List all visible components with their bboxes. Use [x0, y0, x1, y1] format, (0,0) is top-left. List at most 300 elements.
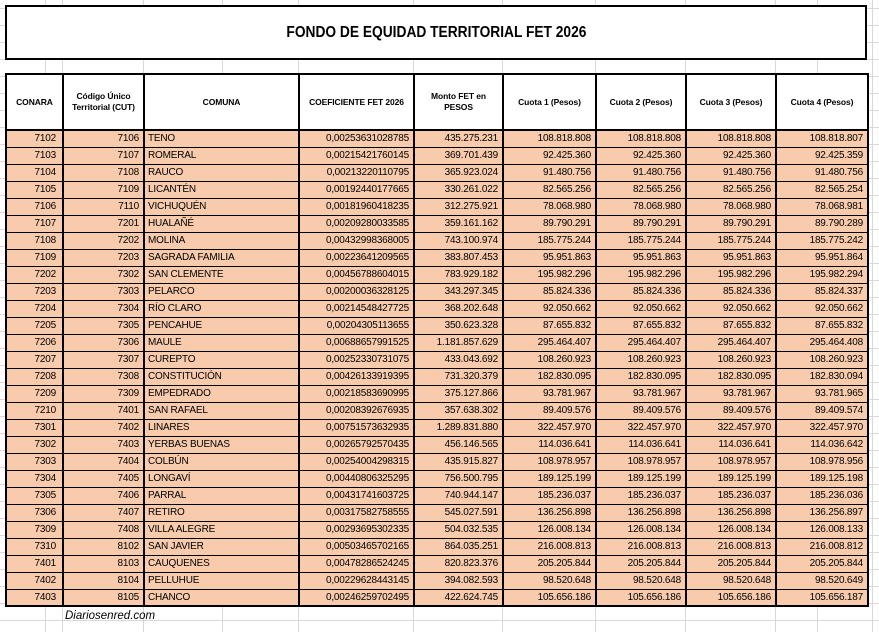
cell-cuota2: 91.480.756	[596, 164, 686, 181]
cell-cuota1: 295.464.407	[503, 334, 596, 351]
cell-cuota1: 185.236.037	[503, 487, 596, 504]
cell-conara: 7306	[6, 504, 63, 521]
cell-comuna: LICANTÉN	[144, 181, 299, 198]
cell-cuota1: 185.775.244	[503, 232, 596, 249]
cell-conara: 7401	[6, 555, 63, 572]
table-row	[6, 504, 868, 521]
cell-cut: 7404	[63, 453, 144, 470]
cell-cuota4: 93.781.965	[776, 385, 868, 402]
cell-comuna: SAN JAVIER	[144, 538, 299, 555]
cell-cut: 7304	[63, 300, 144, 317]
cell-cut: 7106	[63, 130, 144, 147]
table-row	[6, 351, 868, 368]
cell-cuota4: 82.565.254	[776, 181, 868, 198]
cell-coeficiente: 0,00200036328125	[299, 283, 414, 300]
cell-conara: 7208	[6, 368, 63, 385]
cell-conara: 7305	[6, 487, 63, 504]
cell-cuota4: 114.036.642	[776, 436, 868, 453]
cell-monto: 394.082.593	[414, 572, 503, 589]
cell-monto: 435.915.827	[414, 453, 503, 470]
column-header-cuota3: Cuota 3 (Pesos)	[686, 74, 776, 130]
cell-cuota3: 108.978.957	[686, 453, 776, 470]
cell-cuota1: 89.409.576	[503, 402, 596, 419]
cell-cuota1: 126.008.134	[503, 521, 596, 538]
cell-coeficiente: 0,00223641209565	[299, 249, 414, 266]
cell-comuna: YERBAS BUENAS	[144, 436, 299, 453]
table-row	[6, 198, 868, 215]
cell-comuna: CAUQUENES	[144, 555, 299, 572]
cell-conara: 7309	[6, 521, 63, 538]
cell-cuota3: 216.008.813	[686, 538, 776, 555]
cell-cuota2: 95.951.863	[596, 249, 686, 266]
cell-comuna: RÍO CLARO	[144, 300, 299, 317]
table-row	[6, 589, 868, 606]
cell-cut: 7306	[63, 334, 144, 351]
cell-coeficiente: 0,00254004298315	[299, 453, 414, 470]
cell-cuota1: 82.565.256	[503, 181, 596, 198]
cell-cuota1: 105.656.186	[503, 589, 596, 606]
cell-monto: 740.944.147	[414, 487, 503, 504]
cell-cuota4: 216.008.812	[776, 538, 868, 555]
cell-cuota4: 185.236.036	[776, 487, 868, 504]
cell-cuota3: 89.790.291	[686, 215, 776, 232]
cell-coeficiente: 0,00213220110795	[299, 164, 414, 181]
cell-cut: 7408	[63, 521, 144, 538]
cell-monto: 1.181.857.629	[414, 334, 503, 351]
cell-monto: 456.146.565	[414, 436, 503, 453]
cell-cuota1: 195.982.296	[503, 266, 596, 283]
fet-document	[5, 5, 867, 624]
cell-cut: 7309	[63, 385, 144, 402]
cell-coeficiente: 0,00751573632935	[299, 419, 414, 436]
column-header-cuota4: Cuota 4 (Pesos)	[776, 74, 868, 130]
cell-comuna: PELLUHUE	[144, 572, 299, 589]
cell-comuna: SAN CLEMENTE	[144, 266, 299, 283]
cell-conara: 7204	[6, 300, 63, 317]
table-row	[6, 249, 868, 266]
table-row	[6, 572, 868, 589]
cell-comuna: PARRAL	[144, 487, 299, 504]
cell-monto: 422.624.745	[414, 589, 503, 606]
cell-cuota1: 89.790.291	[503, 215, 596, 232]
cell-cuota2: 108.260.923	[596, 351, 686, 368]
cell-cuota2: 195.982.296	[596, 266, 686, 283]
cell-coeficiente: 0,00688657991525	[299, 334, 414, 351]
cell-cuota3: 189.125.199	[686, 470, 776, 487]
cell-cuota2: 126.008.134	[596, 521, 686, 538]
cell-cut: 7402	[63, 419, 144, 436]
cell-cuota3: 89.409.576	[686, 402, 776, 419]
cell-comuna: LONGAVÍ	[144, 470, 299, 487]
cell-conara: 7105	[6, 181, 63, 198]
cell-cuota3: 185.775.244	[686, 232, 776, 249]
cell-cuota3: 126.008.134	[686, 521, 776, 538]
cell-comuna: CHANCO	[144, 589, 299, 606]
cell-comuna: MOLINA	[144, 232, 299, 249]
cell-cuota2: 108.818.808	[596, 130, 686, 147]
cell-cuota2: 82.565.256	[596, 181, 686, 198]
cell-monto: 369.701.439	[414, 147, 503, 164]
cell-coeficiente: 0,00265792570435	[299, 436, 414, 453]
cell-cut: 7108	[63, 164, 144, 181]
cell-monto: 368.202.648	[414, 300, 503, 317]
cell-coeficiente: 0,00456788604015	[299, 266, 414, 283]
cell-cuota1: 114.036.641	[503, 436, 596, 453]
cell-cuota4: 87.655.832	[776, 317, 868, 334]
cell-cuota1: 216.008.813	[503, 538, 596, 555]
cell-conara: 7107	[6, 215, 63, 232]
cell-cuota2: 136.256.898	[596, 504, 686, 521]
cell-comuna: ROMERAL	[144, 147, 299, 164]
cell-monto: 743.100.974	[414, 232, 503, 249]
cell-cuota2: 85.824.336	[596, 283, 686, 300]
cell-coeficiente: 0,00209280033585	[299, 215, 414, 232]
cell-cut: 7406	[63, 487, 144, 504]
table-row	[6, 436, 868, 453]
cell-comuna: CONSTITUCIÓN	[144, 368, 299, 385]
cell-coeficiente: 0,00253631028785	[299, 130, 414, 147]
cell-conara: 7304	[6, 470, 63, 487]
cell-cuota2: 89.790.291	[596, 215, 686, 232]
cell-cut: 8104	[63, 572, 144, 589]
cell-cuota4: 89.409.574	[776, 402, 868, 419]
table-row	[6, 300, 868, 317]
cell-comuna: CUREPTO	[144, 351, 299, 368]
footer-row	[5, 607, 867, 624]
gridline	[872, 0, 873, 632]
cell-cuota1: 189.125.199	[503, 470, 596, 487]
cell-cuota3: 295.464.407	[686, 334, 776, 351]
fet-table	[5, 73, 869, 607]
cell-cuota2: 89.409.576	[596, 402, 686, 419]
cell-coeficiente: 0,00218583690995	[299, 385, 414, 402]
cell-conara: 7209	[6, 385, 63, 402]
cell-cuota1: 108.260.923	[503, 351, 596, 368]
cell-cuota1: 92.050.662	[503, 300, 596, 317]
cell-monto: 820.823.376	[414, 555, 503, 572]
cell-conara: 7203	[6, 283, 63, 300]
cell-cut: 7405	[63, 470, 144, 487]
column-header-monto: Monto FET en PESOS	[414, 74, 503, 130]
cell-conara: 7108	[6, 232, 63, 249]
page-title: FONDO DE EQUIDAD TERRITORIAL FET 2026	[286, 23, 586, 41]
table-row	[6, 164, 868, 181]
cell-cut: 7110	[63, 198, 144, 215]
cell-cuota3: 205.205.844	[686, 555, 776, 572]
column-header-conara: CONARA	[6, 74, 63, 130]
cell-cuota2: 182.830.095	[596, 368, 686, 385]
cell-cuota2: 87.655.832	[596, 317, 686, 334]
cell-cuota1: 93.781.967	[503, 385, 596, 402]
cell-cuota4: 91.480.756	[776, 164, 868, 181]
table-row	[6, 368, 868, 385]
cell-monto: 350.623.328	[414, 317, 503, 334]
cell-cuota3: 82.565.256	[686, 181, 776, 198]
cell-cut: 7202	[63, 232, 144, 249]
column-header-coeficiente: COEFICIENTE FET 2026	[299, 74, 414, 130]
cell-cuota4: 92.425.359	[776, 147, 868, 164]
table-row	[6, 555, 868, 572]
column-header-cut: Código Único Territorial (CUT)	[63, 74, 144, 130]
cell-cuota4: 108.818.807	[776, 130, 868, 147]
cell-cuota2: 92.425.360	[596, 147, 686, 164]
cell-comuna: PENCAHUE	[144, 317, 299, 334]
cell-cuota1: 95.951.863	[503, 249, 596, 266]
cell-cuota2: 322.457.970	[596, 419, 686, 436]
table-row	[6, 317, 868, 334]
cell-monto: 731.320.379	[414, 368, 503, 385]
cell-coeficiente: 0,00431741603725	[299, 487, 414, 504]
cell-cuota1: 322.457.970	[503, 419, 596, 436]
cell-monto: 359.161.162	[414, 215, 503, 232]
cell-cuota3: 87.655.832	[686, 317, 776, 334]
cell-coeficiente: 0,00229628443145	[299, 572, 414, 589]
cell-cuota2: 189.125.199	[596, 470, 686, 487]
cell-cuota4: 89.790.289	[776, 215, 868, 232]
cell-cuota2: 92.050.662	[596, 300, 686, 317]
cell-comuna: EMPEDRADO	[144, 385, 299, 402]
cell-cuota4: 105.656.187	[776, 589, 868, 606]
cell-cuota2: 108.978.957	[596, 453, 686, 470]
cell-cuota4: 85.824.337	[776, 283, 868, 300]
cell-cuota4: 295.464.408	[776, 334, 868, 351]
table-body	[6, 130, 868, 606]
cell-monto: 433.043.692	[414, 351, 503, 368]
cell-cuota3: 98.520.648	[686, 572, 776, 589]
cell-conara: 7104	[6, 164, 63, 181]
cell-monto: 435.275.231	[414, 130, 503, 147]
table-row	[6, 538, 868, 555]
cell-cut: 7203	[63, 249, 144, 266]
cell-comuna: COLBÚN	[144, 453, 299, 470]
cell-coeficiente: 0,00215421760145	[299, 147, 414, 164]
cell-conara: 7103	[6, 147, 63, 164]
cell-cuota1: 78.068.980	[503, 198, 596, 215]
table-row	[6, 181, 868, 198]
cell-cuota1: 98.520.648	[503, 572, 596, 589]
cell-cut: 7401	[63, 402, 144, 419]
cell-cuota2: 78.068.980	[596, 198, 686, 215]
cell-cut: 7302	[63, 266, 144, 283]
cell-cuota3: 91.480.756	[686, 164, 776, 181]
cell-cuota2: 185.236.037	[596, 487, 686, 504]
cell-cuota4: 95.951.864	[776, 249, 868, 266]
cell-conara: 7301	[6, 419, 63, 436]
cell-cut: 7407	[63, 504, 144, 521]
table-row	[6, 402, 868, 419]
cell-cuota4: 108.978.956	[776, 453, 868, 470]
table-header	[6, 74, 868, 130]
cell-cuota4: 92.050.662	[776, 300, 868, 317]
cell-monto: 365.923.024	[414, 164, 503, 181]
cell-comuna: SAN RAFAEL	[144, 402, 299, 419]
cell-cuota3: 136.256.898	[686, 504, 776, 521]
cell-cuota4: 195.982.294	[776, 266, 868, 283]
table-row	[6, 283, 868, 300]
cell-cut: 7403	[63, 436, 144, 453]
cell-comuna: TENO	[144, 130, 299, 147]
cell-cuota2: 216.008.813	[596, 538, 686, 555]
cell-coeficiente: 0,00503465702165	[299, 538, 414, 555]
cell-coeficiente: 0,00293695302335	[299, 521, 414, 538]
cell-cuota4: 126.008.133	[776, 521, 868, 538]
cell-cuota4: 108.260.923	[776, 351, 868, 368]
cell-coeficiente: 0,00426133919395	[299, 368, 414, 385]
cell-comuna: RETIRO	[144, 504, 299, 521]
cell-monto: 756.500.795	[414, 470, 503, 487]
cell-conara: 7206	[6, 334, 63, 351]
cell-monto: 375.127.866	[414, 385, 503, 402]
cell-cuota2: 98.520.648	[596, 572, 686, 589]
table-row	[6, 385, 868, 402]
table-row	[6, 521, 868, 538]
cell-comuna: SAGRADA FAMILIA	[144, 249, 299, 266]
cell-conara: 7205	[6, 317, 63, 334]
cell-conara: 7403	[6, 589, 63, 606]
cell-conara: 7402	[6, 572, 63, 589]
cell-monto: 343.297.345	[414, 283, 503, 300]
cell-cut: 8105	[63, 589, 144, 606]
cell-cuota1: 108.978.957	[503, 453, 596, 470]
cell-conara: 7207	[6, 351, 63, 368]
cell-comuna: RAUCO	[144, 164, 299, 181]
cell-cuota1: 91.480.756	[503, 164, 596, 181]
column-header-cuota1: Cuota 1 (Pesos)	[503, 74, 596, 130]
cell-comuna: PELARCO	[144, 283, 299, 300]
cell-conara: 7106	[6, 198, 63, 215]
cell-coeficiente: 0,00192440177665	[299, 181, 414, 198]
cell-comuna: HUALAÑÉ	[144, 215, 299, 232]
cell-cuota3: 108.818.808	[686, 130, 776, 147]
cell-monto: 312.275.921	[414, 198, 503, 215]
cell-cuota2: 114.036.641	[596, 436, 686, 453]
cell-coeficiente: 0,00440806325295	[299, 470, 414, 487]
cell-monto: 504.032.535	[414, 521, 503, 538]
cell-conara: 7310	[6, 538, 63, 555]
cell-coeficiente: 0,00208392676935	[299, 402, 414, 419]
cell-cuota1: 85.824.336	[503, 283, 596, 300]
cell-comuna: VICHUQUÉN	[144, 198, 299, 215]
cell-comuna: VILLA ALEGRE	[144, 521, 299, 538]
cell-cuota1: 136.256.898	[503, 504, 596, 521]
cell-cuota3: 95.951.863	[686, 249, 776, 266]
cell-cuota3: 85.824.336	[686, 283, 776, 300]
cell-conara: 7302	[6, 436, 63, 453]
table-row	[6, 453, 868, 470]
cell-conara: 7109	[6, 249, 63, 266]
cell-coeficiente: 0,00204305113655	[299, 317, 414, 334]
cell-cuota1: 92.425.360	[503, 147, 596, 164]
cell-cuota4: 322.457.970	[776, 419, 868, 436]
cell-coeficiente: 0,00478286524245	[299, 555, 414, 572]
cell-cuota4: 136.256.897	[776, 504, 868, 521]
cell-cut: 7305	[63, 317, 144, 334]
cell-cuota3: 195.982.296	[686, 266, 776, 283]
table-row	[6, 470, 868, 487]
cell-coeficiente: 0,00317582758555	[299, 504, 414, 521]
cell-cuota2: 93.781.967	[596, 385, 686, 402]
cell-cuota4: 182.830.094	[776, 368, 868, 385]
cell-cuota2: 295.464.407	[596, 334, 686, 351]
table-row	[6, 147, 868, 164]
cell-cuota3: 108.260.923	[686, 351, 776, 368]
cell-cuota4: 78.068.981	[776, 198, 868, 215]
cell-coeficiente: 0,00214548427725	[299, 300, 414, 317]
cell-cut: 7201	[63, 215, 144, 232]
title-banner	[5, 5, 867, 60]
cell-conara: 7102	[6, 130, 63, 147]
column-header-comuna: COMUNA	[144, 74, 299, 130]
cell-cuota3: 114.036.641	[686, 436, 776, 453]
cell-cuota4: 189.125.198	[776, 470, 868, 487]
cell-monto: 330.261.022	[414, 181, 503, 198]
cell-cuota1: 87.655.832	[503, 317, 596, 334]
cell-cuota4: 205.205.844	[776, 555, 868, 572]
column-header-cuota2: Cuota 2 (Pesos)	[596, 74, 686, 130]
cell-cut: 7107	[63, 147, 144, 164]
cell-cuota3: 182.830.095	[686, 368, 776, 385]
cell-coeficiente: 0,00432998368005	[299, 232, 414, 249]
cell-monto: 1.289.831.880	[414, 419, 503, 436]
cell-coeficiente: 0,00252330731075	[299, 351, 414, 368]
table-row	[6, 487, 868, 504]
cell-coeficiente: 0,00181960418235	[299, 198, 414, 215]
cell-cuota3: 92.425.360	[686, 147, 776, 164]
cell-cuota1: 205.205.844	[503, 555, 596, 572]
cell-cut: 8103	[63, 555, 144, 572]
cell-cut: 7307	[63, 351, 144, 368]
header-row	[6, 74, 868, 130]
table-row	[6, 266, 868, 283]
cell-cuota1: 182.830.095	[503, 368, 596, 385]
table-row	[6, 130, 868, 147]
footer-credit: Diariosenred.com	[65, 609, 156, 622]
cell-cut: 7308	[63, 368, 144, 385]
cell-cut: 8102	[63, 538, 144, 555]
cell-cuota3: 92.050.662	[686, 300, 776, 317]
table-row	[6, 232, 868, 249]
cell-cuota3: 93.781.967	[686, 385, 776, 402]
cell-coeficiente: 0,00246259702495	[299, 589, 414, 606]
cell-monto: 357.638.302	[414, 402, 503, 419]
cell-monto: 545.027.591	[414, 504, 503, 521]
cell-cut: 7109	[63, 181, 144, 198]
table-row	[6, 334, 868, 351]
cell-cuota2: 185.775.244	[596, 232, 686, 249]
cell-conara: 7202	[6, 266, 63, 283]
cell-comuna: LINARES	[144, 419, 299, 436]
cell-cuota2: 105.656.186	[596, 589, 686, 606]
cell-cuota3: 322.457.970	[686, 419, 776, 436]
cell-cuota1: 108.818.808	[503, 130, 596, 147]
cell-cut: 7303	[63, 283, 144, 300]
cell-monto: 783.929.182	[414, 266, 503, 283]
cell-cuota2: 205.205.844	[596, 555, 686, 572]
cell-conara: 7303	[6, 453, 63, 470]
cell-monto: 383.807.453	[414, 249, 503, 266]
cell-conara: 7210	[6, 402, 63, 419]
cell-cuota3: 185.236.037	[686, 487, 776, 504]
table-row	[6, 215, 868, 232]
cell-comuna: MAULE	[144, 334, 299, 351]
cell-cuota3: 105.656.186	[686, 589, 776, 606]
cell-cuota3: 78.068.980	[686, 198, 776, 215]
title-header-gap	[5, 60, 867, 73]
cell-monto: 864.035.251	[414, 538, 503, 555]
cell-cuota4: 185.775.242	[776, 232, 868, 249]
table-row	[6, 419, 868, 436]
cell-cuota4: 98.520.649	[776, 572, 868, 589]
